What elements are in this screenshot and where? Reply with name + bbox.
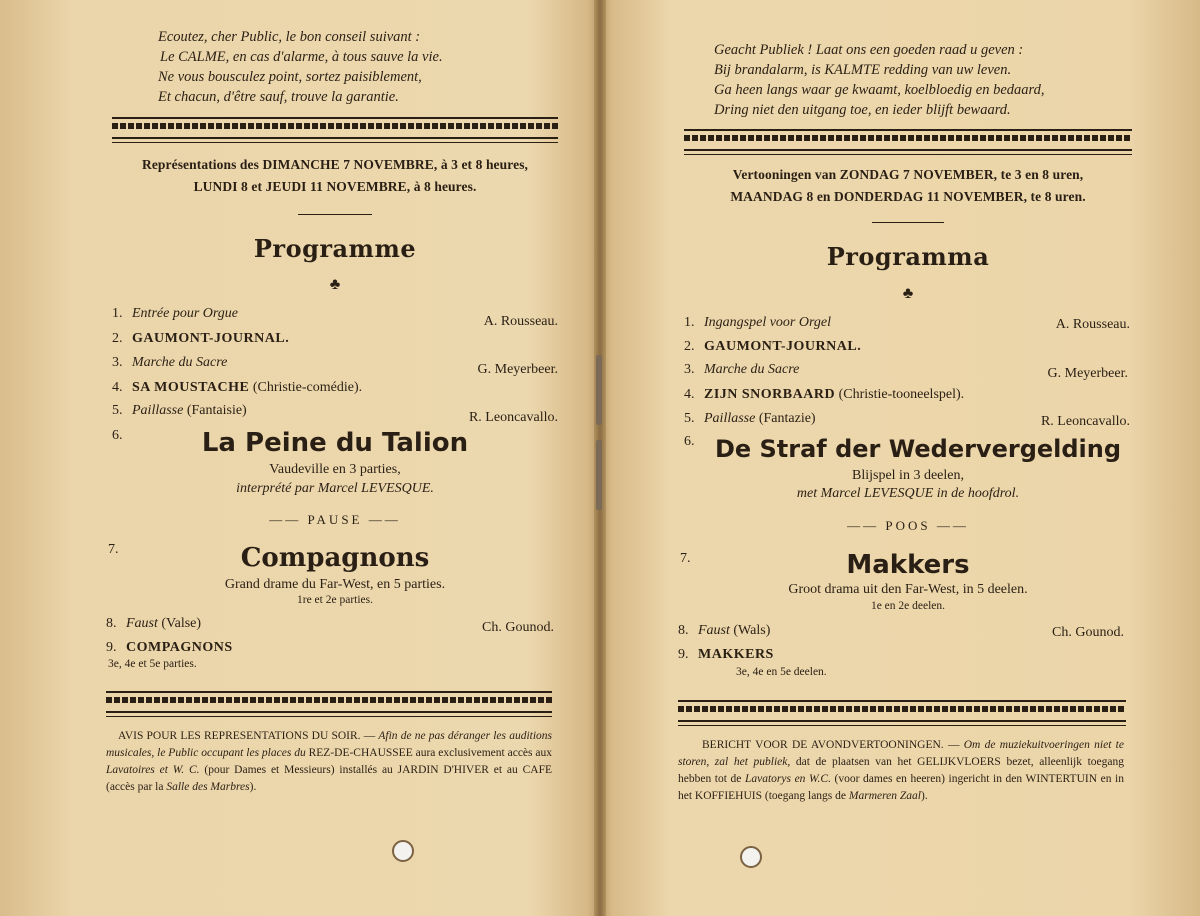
program-title: Programme — [253, 234, 417, 263]
program-item-1 — [684, 315, 831, 331]
item-number: 1. — [112, 306, 123, 321]
punch-hole — [740, 846, 762, 868]
item-number: 9. — [106, 640, 117, 655]
poem-line: Bij brandalarm, is KALMTE redding van uw leven. — [714, 62, 1012, 78]
notice-text: Afin de ne pas déranger les auditions musicales, le Public occupant les places du — [106, 730, 552, 759]
feature-title: De Straf der Wedervergelding — [714, 435, 1122, 463]
feature-title: Compagnons — [240, 543, 430, 573]
performances-line: Représentations des DIMANCHE 7 NOVEMBRE, à 3 et 8 heures, — [141, 157, 529, 172]
item-genre: (Christie-comédie). — [249, 380, 363, 395]
item-number: 6. — [112, 428, 123, 443]
item-number: 1. — [684, 315, 695, 330]
poem-line: Ecoutez, cher Public, le bon conseil suivant : — [158, 29, 421, 45]
item-title: Faust — [126, 616, 158, 631]
item-title: Marche du Sacre — [132, 355, 228, 370]
program-item-2 — [112, 331, 289, 347]
item-genre: (Wals) — [729, 623, 771, 638]
composer: A. Rousseau. — [1055, 317, 1130, 332]
performances-line: MAANDAG 8 en DONDERDAG 11 NOVEMBER, te 8 uren. — [730, 189, 1086, 204]
feature-cast: met Marcel LEVESQUE in de hoofdrol. — [796, 486, 1020, 501]
safety-poem — [158, 27, 443, 107]
performances-line: LUNDI 8 et JEUDI 11 NOVEMBRE, à 8 heures. — [193, 179, 477, 194]
program-item-5 — [112, 403, 247, 419]
notice-text: REZ-DE-CHAUSSEE aura exclusivement accès aux — [305, 747, 552, 759]
feature-parts: 1e en 2e deelen. — [870, 600, 946, 612]
composer: G. Meyerbeer. — [477, 362, 558, 377]
feature-subtitle: Blijspel in 3 deelen, — [852, 468, 964, 483]
composer: R. Leoncavallo. — [468, 410, 558, 425]
composer: A. Rousseau. — [483, 314, 558, 329]
notice-heading: BERICHT VOOR DE AVONDVERTOONINGEN. — — [702, 739, 964, 751]
item-title: Marche du Sacre — [704, 362, 800, 377]
punch-hole — [392, 840, 414, 862]
program-item-2 — [684, 339, 861, 355]
program-item-9 — [678, 647, 774, 663]
item-number: 9. — [678, 647, 689, 662]
program-item-5 — [684, 411, 816, 427]
feature-subtitle: Grand drame du Far-West, en 5 parties. — [224, 577, 446, 592]
item-genre: (Valse) — [157, 616, 202, 631]
item-parts: 3e, 4e et 5e parties. — [108, 658, 197, 670]
poem-line: Et chacun, d'être sauf, trouve la garantie. — [158, 89, 399, 105]
feature-title: La Peine du Talion — [201, 428, 469, 458]
composer: R. Leoncavallo. — [1040, 414, 1130, 429]
poem-line: Dring niet den uitgang toe, en ieder blijft bewaard. — [714, 102, 1011, 118]
notice-text: Lavatorys en W.C. — [744, 773, 831, 785]
item-number: 4. — [684, 387, 695, 402]
decorative-band — [684, 129, 1132, 151]
notice-text: Lavatoires et W. C. — [106, 764, 200, 776]
program-item-3 — [112, 355, 227, 371]
divider — [298, 214, 372, 215]
item-title: MAKKERS — [698, 647, 774, 662]
program-item-4 — [112, 380, 362, 396]
item-number: 2. — [112, 331, 123, 346]
item-title: Entrée pour Orgue — [132, 306, 239, 321]
poem-line: Ga heen langs waar ge kwaamt, koelbloedig en bedaard, — [714, 82, 1045, 98]
item-title: GAUMONT-JOURNAL. — [132, 331, 290, 346]
item-title: Paillasse — [132, 403, 184, 418]
poem-line: Le CALME, en cas d'alarme, à tous sauve la vie. — [160, 49, 443, 65]
item-number: 5. — [684, 411, 695, 426]
ornament-icon: ♣ — [329, 276, 341, 293]
item-title: SA MOUSTACHE — [132, 380, 250, 395]
item-number: 7. — [680, 551, 691, 566]
item-title: Faust — [698, 623, 730, 638]
program-item-8 — [106, 616, 201, 632]
composer: Ch. Gounod. — [1052, 625, 1124, 640]
composer: Ch. Gounod. — [482, 620, 554, 635]
decorative-band — [106, 691, 552, 713]
item-title: ZIJN SNORBAARD — [704, 387, 836, 402]
evening-notice — [678, 737, 1124, 805]
notice-text: (pour Dames et Messieurs) installés au JARDIN D'HIVER et au CAFE (accès par la — [106, 764, 552, 793]
divider — [872, 222, 944, 223]
item-number: 6. — [684, 434, 695, 449]
item-parts: 3e, 4e en 5e deelen. — [736, 666, 827, 678]
composer: G. Meyerbeer. — [1047, 366, 1128, 381]
item-number: 4. — [112, 380, 123, 395]
item-number: 3. — [112, 355, 123, 370]
item-number: 8. — [106, 616, 117, 631]
item-genre: (Fantazie) — [755, 411, 816, 426]
evening-notice — [106, 728, 552, 796]
safety-poem — [714, 40, 1045, 120]
item-title: GAUMONT-JOURNAL. — [704, 339, 862, 354]
notice-heading: AVIS POUR LES REPRESENTATIONS DU SOIR. — — [118, 730, 379, 742]
feature-subtitle: Groot drama uit den Far-West, in 5 deelen. — [788, 582, 1028, 597]
notice-text: dat de plaatsen van het GELIJKVLOERS bezet, alleenlijk toegang hebben tot de — [678, 756, 1124, 785]
item-number: 2. — [684, 339, 695, 354]
program-item-9 — [106, 640, 233, 656]
program-item-4 — [684, 387, 964, 403]
program-title: Programma — [826, 242, 990, 271]
notice-text: Salle des Marbres — [166, 781, 250, 793]
item-title: COMPAGNONS — [126, 640, 233, 655]
notice-text: (voor dames en heeren) ingericht in den WINTERTUIN en in het KOFFIEHUIS (toegang langs de — [678, 773, 1124, 802]
intermission: —— PAUSE —— — [269, 512, 401, 527]
feature-title: Makkers — [846, 550, 970, 580]
decorative-band — [112, 117, 558, 139]
right-page-dutch — [602, 0, 1200, 916]
notice-text: ). — [920, 790, 928, 802]
performances-line: Vertooningen van ZONDAG 7 NOVEMBER, te 3 en 8 uren, — [732, 167, 1084, 182]
item-genre: (Fantaisie) — [183, 403, 247, 418]
ornament-icon: ♣ — [902, 285, 914, 302]
item-number: 5. — [112, 403, 123, 418]
poem-line: Ne vous bousculez point, sortez paisiblement, — [158, 69, 422, 85]
left-page-french — [0, 0, 598, 916]
item-number: 3. — [684, 362, 695, 377]
feature-subtitle: Vaudeville en 3 parties, — [269, 462, 401, 477]
notice-text: ). — [249, 781, 257, 793]
decorative-band — [678, 700, 1126, 722]
program-item-1 — [112, 306, 238, 322]
item-number: 7. — [108, 542, 119, 557]
item-title: Ingangspel voor Orgel — [704, 315, 832, 330]
intermission: —— POOS —— — [847, 518, 969, 533]
notice-text: Om de muziekuitvoeringen niet te storen, zal het publiek, — [678, 739, 1124, 768]
item-title: Paillasse — [704, 411, 756, 426]
program-item-8 — [678, 623, 770, 639]
feature-parts: 1re et 2e parties. — [297, 594, 373, 606]
poem-line: Geacht Publiek ! Laat ons een goeden raad u geven : — [714, 42, 1024, 58]
program-item-3 — [684, 362, 799, 378]
item-number: 8. — [678, 623, 689, 638]
feature-cast: interprété par Marcel LEVESQUE. — [236, 481, 434, 496]
notice-text: Marmeren Zaal — [848, 790, 921, 802]
item-genre: (Christie-tooneelspel). — [835, 387, 965, 402]
